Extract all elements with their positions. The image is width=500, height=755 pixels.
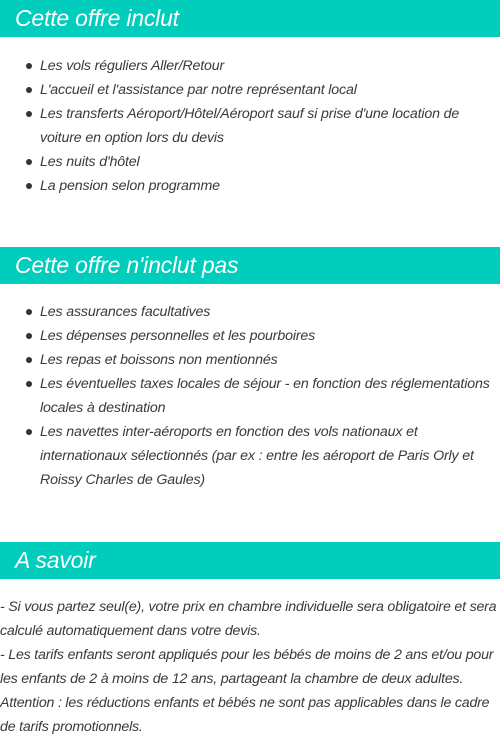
list-item: La pension selon programme bbox=[0, 174, 500, 198]
list-item: Les navettes inter-aéroports en fonction des vols nationaux et internationaux sélectionnés (par ex : entre les aéroport de Paris Orly et Roissy Charles de Gaules) bbox=[0, 420, 500, 492]
list-item: L'accueil et l'assistance par notre représentant local bbox=[0, 78, 500, 102]
info-paragraph: Attention : les réductions enfants et bébés ne sont pas applicables dans le cadre de tarifs promotionnels. bbox=[0, 695, 490, 735]
not-included-list bbox=[0, 300, 500, 492]
list-item: Les dépenses personnelles et les pourboires bbox=[0, 324, 500, 348]
list-item: Les repas et boissons non mentionnés bbox=[0, 348, 500, 372]
list-item: Les assurances facultatives bbox=[0, 300, 500, 324]
section-title-included: Cette offre inclut bbox=[0, 0, 500, 37]
section-title-info: A savoir bbox=[0, 542, 500, 579]
list-item: Les transferts Aéroport/Hôtel/Aéroport sauf si prise d'une location de voiture en option lors du devis bbox=[0, 102, 500, 150]
info-text bbox=[0, 595, 500, 739]
included-list bbox=[0, 54, 500, 198]
info-paragraph: - Si vous partez seul(e), votre prix en chambre individuelle sera obligatoire et sera calculé automatiquement dans votre devis. bbox=[0, 599, 497, 639]
list-item: Les nuits d'hôtel bbox=[0, 150, 500, 174]
section-title-not-included: Cette offre n'inclut pas bbox=[0, 247, 500, 284]
list-item: Les vols réguliers Aller/Retour bbox=[0, 54, 500, 78]
list-item: Les éventuelles taxes locales de séjour - en fonction des réglementations locales à destination bbox=[0, 372, 500, 420]
info-paragraph: - Les tarifs enfants seront appliqués pour les bébés de moins de 2 ans et/ou pour les enfants de 2 à moins de 12 ans, partageant la chambre de deux adultes. bbox=[0, 647, 494, 687]
